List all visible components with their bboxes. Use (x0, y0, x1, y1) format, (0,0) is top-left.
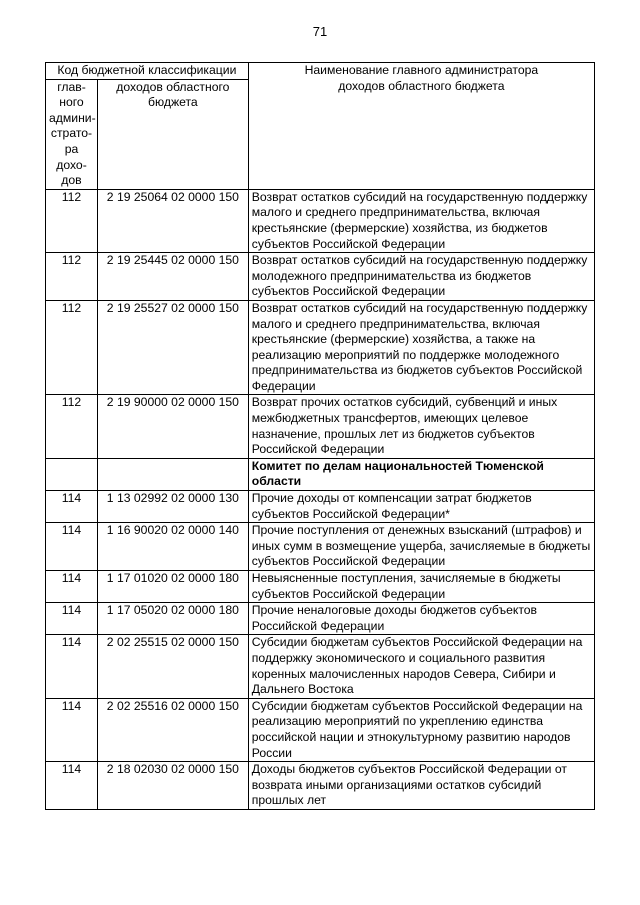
income-name-cell: Прочие неналоговые доходы бюджетов субъектов Российской Федерации (248, 603, 594, 635)
admin-code-cell: 112 (46, 253, 98, 301)
admin-code-cell: 112 (46, 395, 98, 458)
admin-code-cell: 114 (46, 523, 98, 571)
page-number: 71 (312, 24, 328, 39)
income-name-cell: Возврат остатков субсидий на государственную поддержку малого и среднего предпринимательства, включая крестьянские (фермерские) хозяйства, а также на реализацию мероприятий по поддержке молодежного предпринимательства из бюджетов субъектов Российской Федерации (248, 300, 594, 395)
income-code-cell: 1 13 02992 02 0000 130 (97, 491, 248, 523)
header-income-code-text: доходов областного бюджета (116, 79, 230, 110)
income-code-cell: 2 18 02030 02 0000 150 (97, 762, 248, 810)
header-chief-admin-text: глав- ного админи- страто- ра дохо- дов (49, 79, 96, 188)
income-name-cell: Прочие поступления от денежных взысканий (штрафов) и иных сумм в возмещение ущерба, зачисляемые в бюджеты субъектов Российской Федерации (248, 523, 594, 571)
table-row (46, 491, 595, 523)
income-code-cell: 1 17 05020 02 0000 180 (97, 603, 248, 635)
admin-code-cell: 114 (46, 491, 98, 523)
income-code-cell: 1 16 90020 02 0000 140 (97, 523, 248, 571)
table-row (46, 395, 595, 458)
table-row (46, 635, 595, 698)
income-name-cell: Возврат остатков субсидий на государственную поддержку малого и среднего предпринимательства, включая крестьянские (фермерские) хозяйства, из бюджетов субъектов Российской Федерации (248, 189, 594, 252)
income-name-cell: Невыясненные поступления, зачисляемые в бюджеты субъектов Российской Федерации (248, 571, 594, 603)
income-name-cell: Возврат прочих остатков субсидий, субвенций и иных межбюджетных трансфертов, имеющих целевое назначение, прошлых лет из бюджетов субъектов Российской Федерации (248, 395, 594, 458)
table-row (46, 571, 595, 603)
table-row (46, 253, 595, 301)
income-name-cell: Доходы бюджетов субъектов Российской Федерации от возврата иными организациями остатков субсидий прошлых лет (248, 762, 594, 810)
admin-code-cell: 114 (46, 603, 98, 635)
admin-code-cell: 112 (46, 189, 98, 252)
header-budget-classification-code: Код бюджетной классификации (46, 63, 249, 80)
header-row-group (46, 63, 595, 80)
section-title: Комитет по делам национальностей Тюменской области (248, 458, 594, 490)
admin-code-cell: 114 (46, 698, 98, 761)
income-name-cell: Прочие доходы от компенсации затрат бюджетов субъектов Российской Федерации* (248, 491, 594, 523)
table-row (46, 698, 595, 761)
income-code-cell: 2 19 25064 02 0000 150 (97, 189, 248, 252)
income-code-cell: 2 02 25516 02 0000 150 (97, 698, 248, 761)
income-code-cell: 2 02 25515 02 0000 150 (97, 635, 248, 698)
income-code-cell: 2 19 25445 02 0000 150 (97, 253, 248, 301)
table-row (46, 189, 595, 252)
table-row (46, 300, 595, 395)
income-name-cell: Субсидии бюджетам субъектов Российской Федерации на поддержку экономического и социального развития коренных малочисленных народов Севера, Сибири и Дальнего Востока (248, 635, 594, 698)
budget-classification-table (45, 62, 595, 810)
admin-code-cell: 114 (46, 762, 98, 810)
header-admin-name (248, 63, 594, 190)
income-code-cell: 2 19 25527 02 0000 150 (97, 300, 248, 395)
income-code-cell: 1 17 01020 02 0000 180 (97, 571, 248, 603)
header-chief-admin (46, 79, 98, 189)
table-row (46, 762, 595, 810)
table-row (46, 603, 595, 635)
admin-code-cell: 112 (46, 300, 98, 395)
section-row (46, 458, 595, 490)
header-income-code (97, 79, 248, 189)
income-name-cell: Возврат остатков субсидий на государственную поддержку молодежного предпринимательства из бюджетов субъектов Российской Федерации (248, 253, 594, 301)
section-empty-cell (46, 458, 98, 490)
income-name-cell: Субсидии бюджетам субъектов Российской Федерации на реализацию мероприятий по укреплению единства российской нации и этнокультурному развитию народов России (248, 698, 594, 761)
section-empty-cell (97, 458, 248, 490)
table-row (46, 523, 595, 571)
admin-code-cell: 114 (46, 571, 98, 603)
income-code-cell: 2 19 90000 02 0000 150 (97, 395, 248, 458)
header-admin-name-text: Наименование главного администратора доходов областного бюджета (304, 63, 539, 93)
admin-code-cell: 114 (46, 635, 98, 698)
